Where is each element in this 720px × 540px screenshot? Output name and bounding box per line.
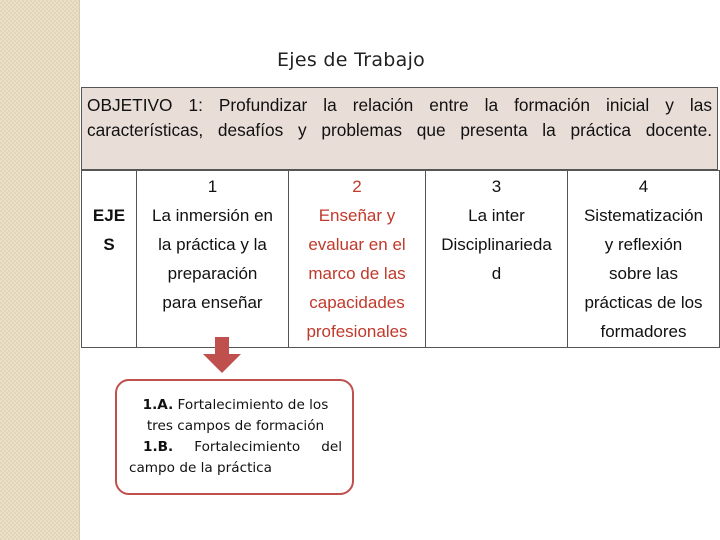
axis-column-1 bbox=[137, 171, 289, 348]
note-line-2: tres campos de formación bbox=[146, 418, 325, 434]
axis-text-line: d bbox=[491, 264, 502, 283]
axis-text-line: Enseñar y bbox=[318, 206, 396, 225]
axis-text-line: La inmersión en bbox=[152, 206, 273, 225]
axis-column-3 bbox=[426, 171, 568, 348]
objective-detail-box bbox=[115, 379, 354, 495]
objective-line-2: características, desafíos y problemas que presenta la práctica docente. bbox=[87, 120, 712, 140]
item-b-text: Fortalecimiento del bbox=[194, 439, 343, 455]
axes-label-line: EJE bbox=[92, 206, 126, 225]
axis-text-line: y reflexión bbox=[604, 235, 683, 254]
objective-line-1: OBJETIVO 1: Profundizar la relación entre la formación inicial y las bbox=[87, 95, 712, 115]
decorative-side-strip bbox=[0, 0, 79, 540]
axis-number: 2 bbox=[352, 177, 362, 196]
note-line-1 bbox=[129, 395, 342, 416]
axis-text-line: preparación bbox=[167, 264, 258, 283]
axis-text-line: marco de las bbox=[308, 264, 406, 283]
axis-text-line: capacidades bbox=[309, 293, 405, 312]
axis-text-line: profesionales bbox=[306, 322, 408, 341]
down-arrow-icon bbox=[203, 337, 241, 373]
axes-row bbox=[82, 171, 720, 348]
axis-text-line: sobre las bbox=[609, 264, 678, 283]
item-b-code: 1.B. bbox=[143, 439, 174, 455]
item-a-code: 1.A. bbox=[142, 397, 174, 413]
axis-text-line: formadores bbox=[600, 322, 687, 341]
axis-number: 3 bbox=[491, 177, 502, 196]
side-divider bbox=[79, 0, 80, 540]
axis-text-line: evaluar en el bbox=[308, 235, 406, 254]
note-line-3 bbox=[129, 437, 342, 458]
item-a-text: Fortalecimiento de los bbox=[173, 397, 329, 413]
axes-label-line: S bbox=[103, 235, 115, 254]
axis-text-line: Disciplinarieda bbox=[441, 235, 552, 254]
page-title: Ejes de Trabajo bbox=[277, 49, 426, 71]
axis-number: 1 bbox=[207, 177, 218, 196]
axis-text-line: la práctica y la bbox=[158, 235, 267, 254]
objective-box bbox=[81, 87, 718, 170]
axis-column-2 bbox=[289, 171, 426, 348]
axis-column-4 bbox=[568, 171, 720, 348]
note-line-4: campo de la práctica bbox=[129, 460, 272, 476]
axis-text-line: prácticas de los bbox=[584, 293, 703, 312]
axis-text-line: para enseñar bbox=[162, 293, 263, 312]
axis-text-line: Sistematización bbox=[583, 206, 704, 225]
axis-text-line: La inter bbox=[468, 206, 525, 225]
axes-table bbox=[81, 170, 720, 348]
axis-number: 4 bbox=[638, 177, 649, 196]
axes-label-cell bbox=[82, 171, 137, 348]
